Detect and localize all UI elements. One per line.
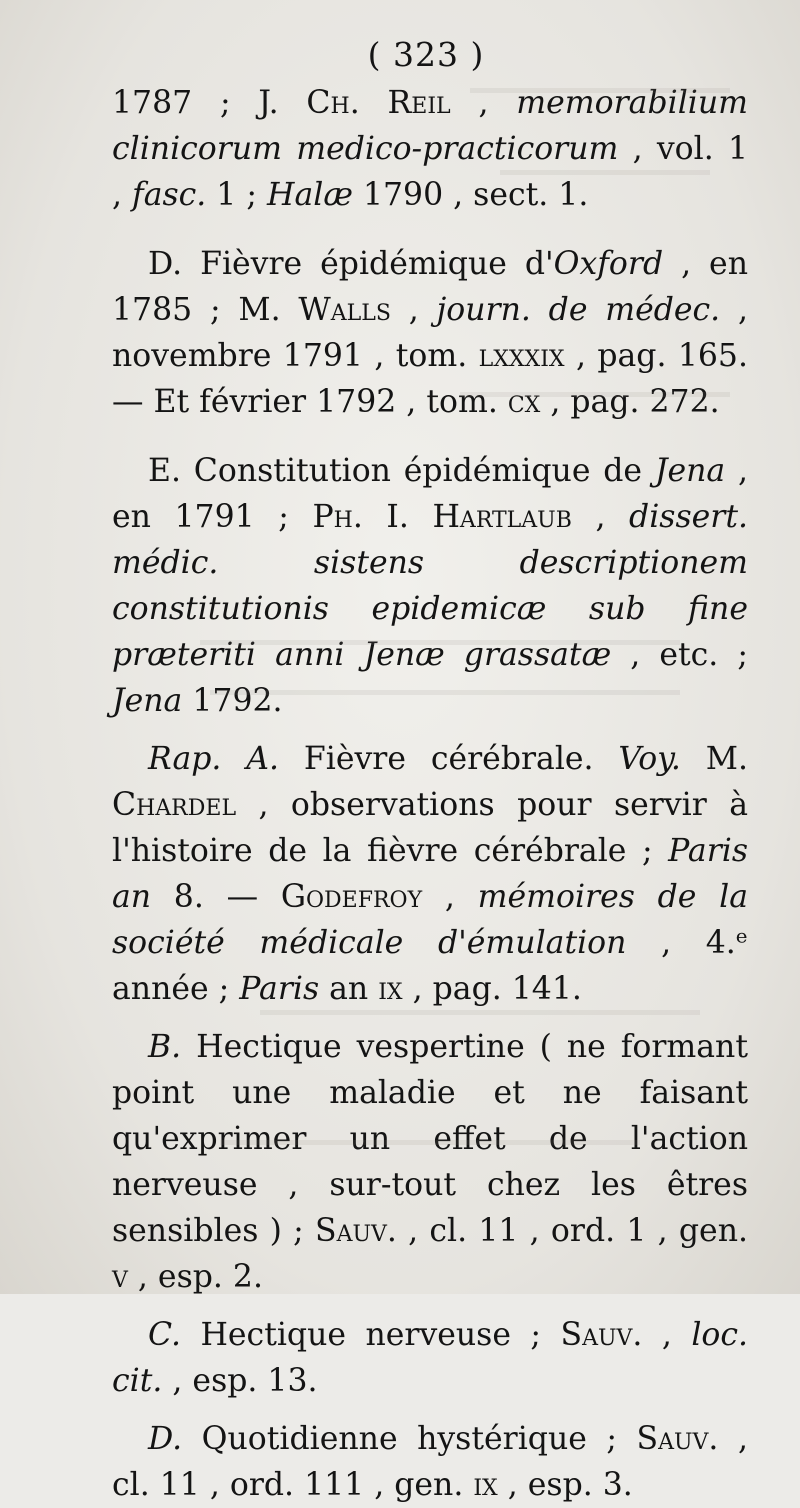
text-run: an (319, 971, 379, 1007)
text-run: , observations pour servir à l'histoire de la fièvre cérébrale ; (112, 787, 748, 869)
text-run: , novembre 1791 , tom. (112, 292, 748, 374)
text-run: v (112, 1259, 128, 1295)
text-run: 1792. (182, 683, 283, 719)
text-run: Paris (239, 971, 320, 1007)
text-run: , pag. 165. — Et février 1792 , tom. (112, 338, 748, 420)
text-run: , pag. 141. (402, 971, 582, 1007)
paragraph-reil-reference (112, 80, 748, 218)
text-run: Fièvre cérébrale. (279, 741, 619, 777)
text-run: 1787 ; J. (112, 85, 307, 121)
text-run: 1 ; (206, 177, 267, 213)
text-run: , (571, 499, 630, 535)
text-run: Quotidienne hystérique ; (182, 1421, 637, 1457)
text-run: mémoires de la société médicale d'émulation (112, 879, 748, 961)
text-run: , cl. 11 , ord. 111 , gen. (112, 1421, 748, 1503)
text-run: Voy. (618, 741, 681, 777)
text-run: , cl. 11 , ord. 1 , gen. (396, 1213, 748, 1249)
text-run: fasc. (132, 177, 207, 213)
text-run: B. (148, 1029, 182, 1065)
text-run: Oxford (553, 246, 664, 282)
text-run: ix (378, 971, 403, 1007)
text-run: , esp. 2. (127, 1259, 263, 1295)
paragraph-fievre-oxford (112, 241, 748, 425)
text-run: Ch. Reil (306, 85, 451, 121)
text-run: , (642, 1317, 692, 1353)
text-run: C. (148, 1317, 181, 1353)
text-run: Walls (298, 292, 391, 328)
text-run: Hectique nerveuse ; (181, 1317, 561, 1353)
text-run: Halæ (267, 177, 353, 213)
text-run: E. Constitution épidémique de (148, 453, 655, 489)
text-run: , esp. 3. (497, 1467, 633, 1503)
text-run: , (450, 85, 517, 121)
text-run: , esp. 13. (162, 1363, 318, 1399)
paragraph-quotidienne-hysterique (112, 1416, 748, 1508)
text-run: loc. cit. (112, 1317, 749, 1399)
text-run: Paris an (112, 833, 748, 915)
text-run: Ph. I. Hartlaub (312, 499, 572, 535)
text-run: Rap. A. (148, 741, 280, 777)
text-run: D. Fièvre épidémique d' (148, 246, 554, 282)
text-run: Chardel (112, 787, 237, 823)
text-run: Godefroy (280, 879, 423, 915)
text-run: lxxxix (478, 338, 565, 374)
text-run: Sauv. (315, 1213, 397, 1249)
text-run: D. (148, 1421, 183, 1457)
text-run: , etc. ; (611, 637, 748, 673)
text-run: Sauv. (560, 1317, 643, 1353)
text-run: 1790 , sect. 1. (352, 177, 589, 213)
text-run: M. (680, 741, 749, 777)
text-run: Hectique vespertine ( ne formant point une maladie et ne faisant qu'exprimer un effet de l'action nerveuse , sur-tout chez les êtres sensibles ) ; (112, 1029, 748, 1249)
text-run: , 4.ᵉ année ; (112, 925, 748, 1007)
text-run: Sauv. (636, 1421, 719, 1457)
text-run: dissert. médic. sistens descriptionem constitutionis epidemicæ sub fine præteriti anni Jenæ grassatæ (112, 499, 748, 673)
paragraph-hectique-vespertine (112, 1024, 748, 1300)
text-run: Jena (654, 453, 726, 489)
text-run: cx (507, 384, 541, 420)
text-run: Jena (112, 683, 183, 719)
text-run: , (422, 879, 478, 915)
text-run: 8. — (151, 879, 281, 915)
paragraph-hectique-nerveuse (112, 1312, 748, 1404)
text-run: ix (473, 1467, 498, 1503)
text-run: , pag. 272. (540, 384, 720, 420)
text-run: journ. de médec. (436, 292, 721, 328)
text-run: memorabilium clinicorum medico-practicorum (112, 85, 749, 167)
page-number-header: ( 323 ) (367, 35, 485, 74)
text-run: , en 1785 ; M. (112, 246, 748, 328)
paragraph-constitution-jena (112, 448, 748, 724)
text-run: , en 1791 ; (112, 453, 748, 535)
paragraph-fievre-cerebrale (112, 736, 748, 1012)
text-run: , (390, 292, 437, 328)
text-run: , vol. 1 , (112, 131, 748, 213)
